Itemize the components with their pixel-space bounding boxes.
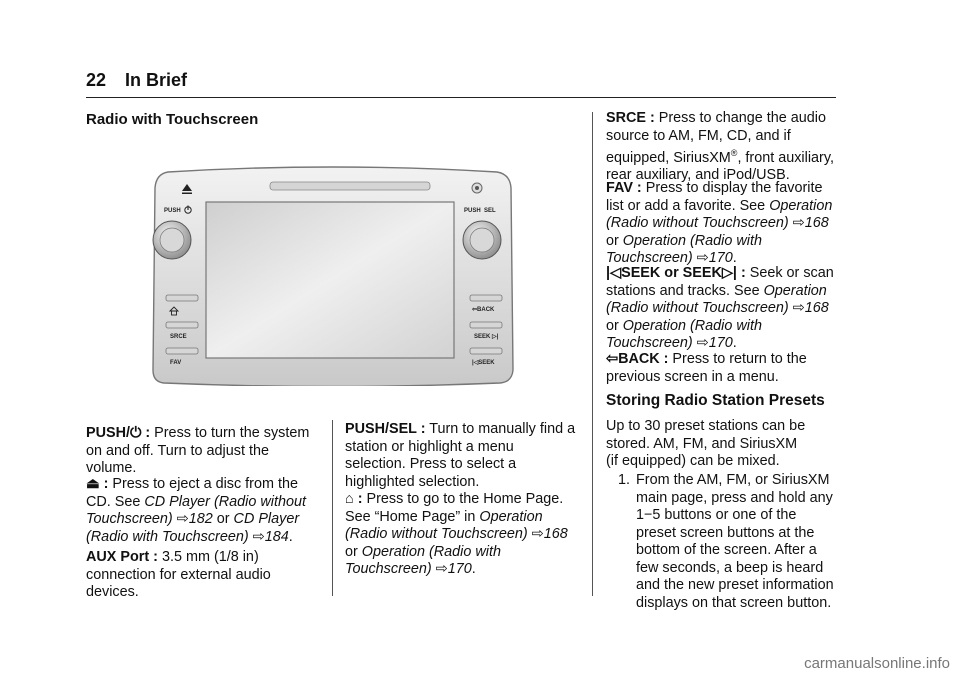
presets-heading: Storing Radio Station Presets: [606, 392, 825, 409]
page-link[interactable]: 168: [543, 526, 568, 542]
page-ref-icon: ⇨: [531, 526, 544, 542]
page-ref-icon: ⇨: [792, 300, 805, 316]
cd-slot: [270, 182, 430, 190]
column-divider-2: [592, 112, 593, 596]
sel-label: SEL: [484, 208, 496, 214]
home-icon: ⌂: [345, 491, 354, 507]
column-divider-1: [332, 420, 333, 596]
page-ref-icon: ⇨: [176, 511, 189, 527]
push-label-right: PUSH: [464, 208, 481, 214]
srce-entry: SRCE : Press to change the audio source to AM, FM, CD, and if equipped, SiriusXM®, front auxiliary, rear auxiliary, and iPod/USB.: [606, 110, 834, 184]
back-entry: ⇦BACK : Press to return to the previous screen in a menu.: [606, 351, 807, 385]
push-label-left: PUSH: [164, 208, 181, 214]
page-ref-icon: ⇨: [792, 215, 805, 231]
page-link[interactable]: 170: [708, 335, 733, 351]
home-button[interactable]: [166, 295, 198, 301]
push-power-entry: PUSH/⏻ : Press to turn the system on and off. Turn to adjust the volume.: [86, 425, 310, 476]
seek-up-button[interactable]: [470, 322, 502, 328]
radio-faceplate-svg: [150, 164, 515, 386]
push-sel-entry: PUSH/SEL : Turn to manually find a station or highlight a menu selection. Press to select a highlighted selection.: [345, 421, 576, 490]
fav-button[interactable]: [166, 348, 198, 354]
back-icon: ⇦: [606, 351, 619, 367]
aux-entry: AUX Port : 3.5 mm (1/8 in) connection for external audio devices.: [86, 549, 271, 600]
radio-illustration: [150, 164, 515, 391]
page-header: [86, 70, 187, 91]
seek-up-label: SEEK ▷|: [474, 334, 499, 340]
page-link[interactable]: 184: [264, 528, 289, 545]
footer-watermark: carmanualsonline.info: [804, 655, 950, 672]
seek-entry: |◁SEEK or SEEK▷| : Seek or scan stations and tracks. See Operation (Radio without Touchscreen) ⇨168 or Operation (Radio with Touchscreen) ⇨170.: [606, 265, 834, 351]
header-rule: [86, 97, 836, 98]
presets-intro: Up to 30 preset stations can be stored. AM, FM, and SiriusXM (if equipped) can be mixed.: [606, 418, 806, 469]
page-ref-icon: ⇨: [696, 250, 709, 266]
seek-up-icon: ▷|: [721, 265, 737, 281]
list-item: From the AM, FM, or SiriusXM main page, press and hold any 1−5 buttons or one of the preset screen buttons at the bottom of the screen. After a few seconds, a beep is heard and the new preset information displays on that screen button.: [636, 472, 834, 611]
seek-down-label: |◁SEEK: [472, 360, 495, 366]
power-icon: ⏻: [129, 425, 142, 441]
fav-label: FAV: [170, 360, 182, 366]
touchscreen-display: [206, 202, 454, 358]
seek-down-icon: |◁: [606, 265, 622, 281]
srce-label: SRCE: [170, 334, 187, 340]
eject-icon: ⏏: [86, 476, 100, 492]
seek-down-button[interactable]: [470, 348, 502, 354]
srce-button[interactable]: [166, 322, 198, 328]
page-number: 22: [86, 70, 107, 90]
fav-entry: FAV : Press to display the favorite list or add a favorite. See Operation (Radio without Touchscreen) ⇨168 or Operation (Radio with Touchscreen) ⇨170.: [606, 180, 833, 266]
page-ref-icon: ⇨: [252, 528, 265, 545]
home-entry: ⌂ : Press to go to the Home Page. See “Home Page” in Operation (Radio without Touchscreen) ⇨168 or Operation (Radio with Touchscreen) ⇨170.: [345, 491, 568, 577]
step-number: 1.: [618, 472, 631, 488]
section-title: In Brief: [125, 70, 188, 90]
back-button[interactable]: [470, 295, 502, 301]
back-label: ⇦BACK: [472, 307, 495, 313]
page-ref-icon: ⇨: [435, 561, 448, 577]
page-ref-icon: ⇨: [696, 335, 709, 351]
page-link[interactable]: 168: [804, 215, 829, 231]
page-link[interactable]: 168: [804, 300, 829, 316]
radio-heading: Radio with Touchscreen: [86, 111, 259, 128]
preset-steps-list: [618, 472, 848, 612]
page-link[interactable]: 170: [708, 250, 733, 266]
page-link[interactable]: 182: [188, 511, 213, 527]
eject-entry: ⏏ : Press to eject a disc from the CD. See CD Player (Radio without Touchscreen) ⇨182 or CD Player (Radio with Touchscreen) ⇨184.: [86, 476, 306, 545]
page-link[interactable]: 170: [447, 561, 472, 577]
